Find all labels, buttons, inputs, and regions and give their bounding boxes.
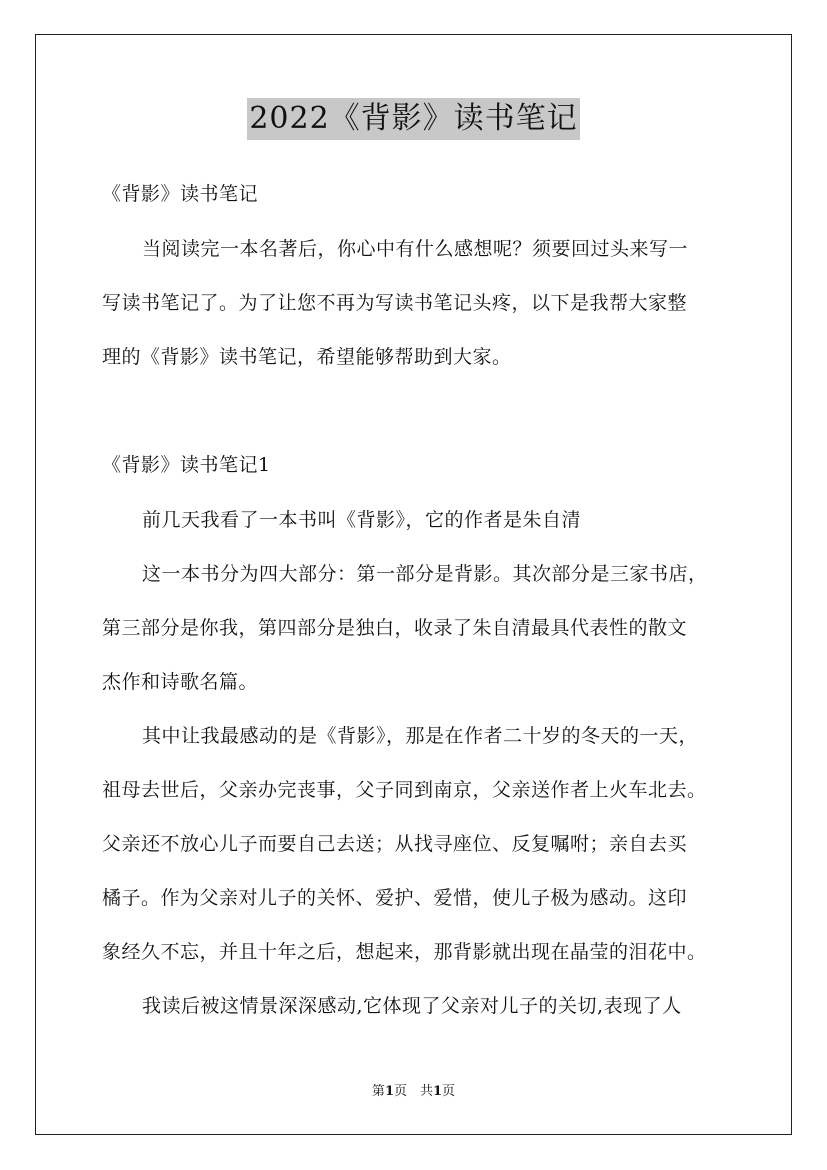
document-title: 2022《背影》读书笔记	[247, 98, 579, 140]
para3-line-1: 其中让我最感动的是《背影》，那是在作者二十岁的冬天的一天，	[142, 725, 699, 747]
para2-line-3: 杰作和诗歌名篇。	[102, 671, 259, 693]
intro-line-3: 理的《背影》读书笔记，希望能够帮助到大家。	[102, 346, 512, 368]
footer-page-number: 1	[384, 1084, 394, 1099]
para3-line-4: 橘子。作为父亲对儿子的关怀、爱护、爱惜，使儿子极为感动。这印	[102, 887, 688, 909]
para4-line-1: 我读后被这情景深深感动,它体现了父亲对儿子的关切,表现了人	[142, 995, 682, 1017]
intro-line-1: 当阅读完一本名著后，你心中有什么感想呢？须要回过头来写一	[142, 238, 689, 260]
para3-line-5: 象经久不忘，并且十年之后，想起来，那背影就出现在晶莹的泪花中。	[102, 941, 707, 963]
title-container	[0, 98, 827, 140]
footer-page-suffix: 页	[442, 1084, 456, 1099]
para3-line-2: 祖母去世后，父亲办完丧事，父子同到南京，父亲送作者上火车北去。	[102, 779, 707, 801]
para2-line-2: 第三部分是你我，第四部分是独白，收录了朱自清最具代表性的散文	[102, 617, 688, 639]
para2-line-1: 这一本书分为四大部分：第一部分是背影。其次部分是三家书店，	[142, 563, 708, 585]
para3-line-3: 父亲还不放心儿子而要自己去送；从找寻座位、反复嘱咐；亲自去买	[102, 833, 688, 855]
intro-line-2: 写读书笔记了。为了让您不再为写读书笔记头疼，以下是我帮大家整	[102, 292, 688, 314]
footer-page-prefix: 第	[371, 1084, 385, 1099]
footer-page-mid: 页 共	[393, 1084, 433, 1099]
footer-page-total: 1	[433, 1084, 443, 1099]
sub-heading: 《背影》读书笔记1	[102, 454, 271, 476]
section-heading: 《背影》读书笔记	[102, 183, 259, 205]
page-footer	[0, 1083, 827, 1101]
para1-line-1: 前几天我看了一本书叫《背影》，它的作者是朱自清	[142, 509, 582, 531]
